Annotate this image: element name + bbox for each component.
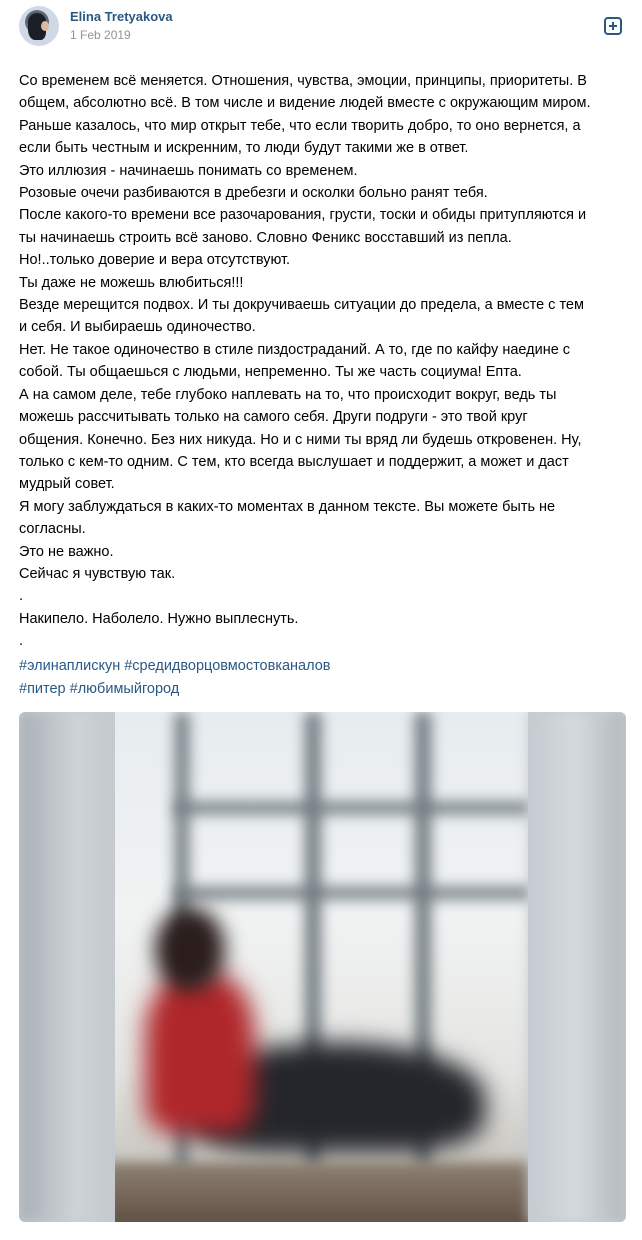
post-text-line: собой. Ты общаешься с людьми, непременно. Ты же часть социума! Епта. [19, 364, 522, 381]
post-text-line: Раньше казалось, что мир открыт тебе, что если творить добро, то оно вернется, а [19, 117, 581, 134]
post-text-line: Накипело. Наболело. Нужно выплеснуть. [19, 610, 299, 627]
photo-blur-left [19, 712, 115, 1222]
hashtags [19, 655, 629, 701]
post-text-line: мудрый совет. [19, 476, 115, 493]
figure-head [155, 907, 225, 992]
post-text-line: Это не важно. [19, 543, 114, 560]
author-name[interactable]: Elina Tretyakova [70, 9, 173, 24]
post-text-line: После какого-то времени все разочарования, грусти, тоски и обиды притупляются и [19, 207, 587, 224]
hashtag-line [19, 678, 629, 701]
hashtag-line [19, 655, 629, 678]
post-text [19, 70, 629, 653]
post-header [0, 0, 642, 56]
post-text-line: . [19, 588, 24, 605]
post-text-line: и себя. И выбираешь одиночество. [19, 319, 256, 336]
window-frame [175, 887, 528, 899]
post-text-line: Сейчас я чувствую так. [19, 565, 176, 582]
post-text-line: Нет. Не такое одиночество в стиле пиздостраданий. А то, где по кайфу наедине с [19, 341, 571, 358]
post-text-line: только с кем-то одним. С тем, кто всегда выслушает и поддержит, а может и даст [19, 453, 569, 470]
post-date[interactable]: 1 Feb 2019 [70, 28, 131, 42]
photo-blur-right [528, 712, 626, 1222]
post-text-line: Со временем всё меняется. Отношения, чувства, эмоции, принципы, приоритеты. В [19, 73, 587, 89]
post-photo[interactable] [19, 712, 626, 1222]
post-text-line: Я могу заблуждаться в каких-то моментах в данном тексте. Вы можете быть не [19, 498, 556, 515]
hashtag-link[interactable]: #питер [19, 681, 66, 697]
plus-square-icon[interactable] [604, 17, 622, 35]
post-text-line: Ты даже не можешь влюбиться!!! [19, 274, 244, 291]
post-text-line: общения. Конечно. Без них никуда. Но и с ними ты вряд ли будешь откровенен. Ну, [19, 431, 582, 448]
post-text-line: А на самом деле, тебе глубоко наплевать на то, что происходит вокруг, ведь ты [19, 386, 557, 403]
figure-body [145, 972, 255, 1132]
post-text-line: если быть честным и искренним, то люди будут такими же в ответ. [19, 140, 469, 157]
avatar[interactable] [19, 6, 59, 46]
post-text-line: . [19, 633, 24, 650]
post-text-line: Розовые очечи разбиваются в дребезги и осколки больно ранят тебя. [19, 185, 488, 202]
window-sill [115, 1162, 528, 1222]
hashtag-link[interactable]: #элинаплискун [19, 658, 121, 674]
post-text-line: общем, абсолютно всё. В том числе и видение людей вместе с окружающим миром. [19, 95, 591, 112]
post-text-line: ты начинаешь строить всё заново. Словно Феникс восставший из пепла. [19, 229, 512, 246]
hashtag-link[interactable]: #любимыйгород [69, 681, 180, 697]
post-text-line: согласны. [19, 521, 86, 538]
post-text-line: Но!..только доверие и вера отсутствуют. [19, 252, 291, 269]
photo-scene [115, 712, 528, 1222]
window-frame [175, 802, 528, 814]
post-text-line: Везде мерещится подвох. И ты докручиваешь ситуации до предела, а вместе с тем [19, 297, 584, 314]
post-text-line: можешь рассчитывать только на самого себя. Други подруги - это твой круг [19, 409, 528, 426]
post-text-line: Это иллюзия - начинаешь понимать со временем. [19, 162, 358, 179]
hashtag-link[interactable]: #средидворцовмостовканалов [124, 658, 331, 674]
avatar-face [41, 21, 49, 31]
